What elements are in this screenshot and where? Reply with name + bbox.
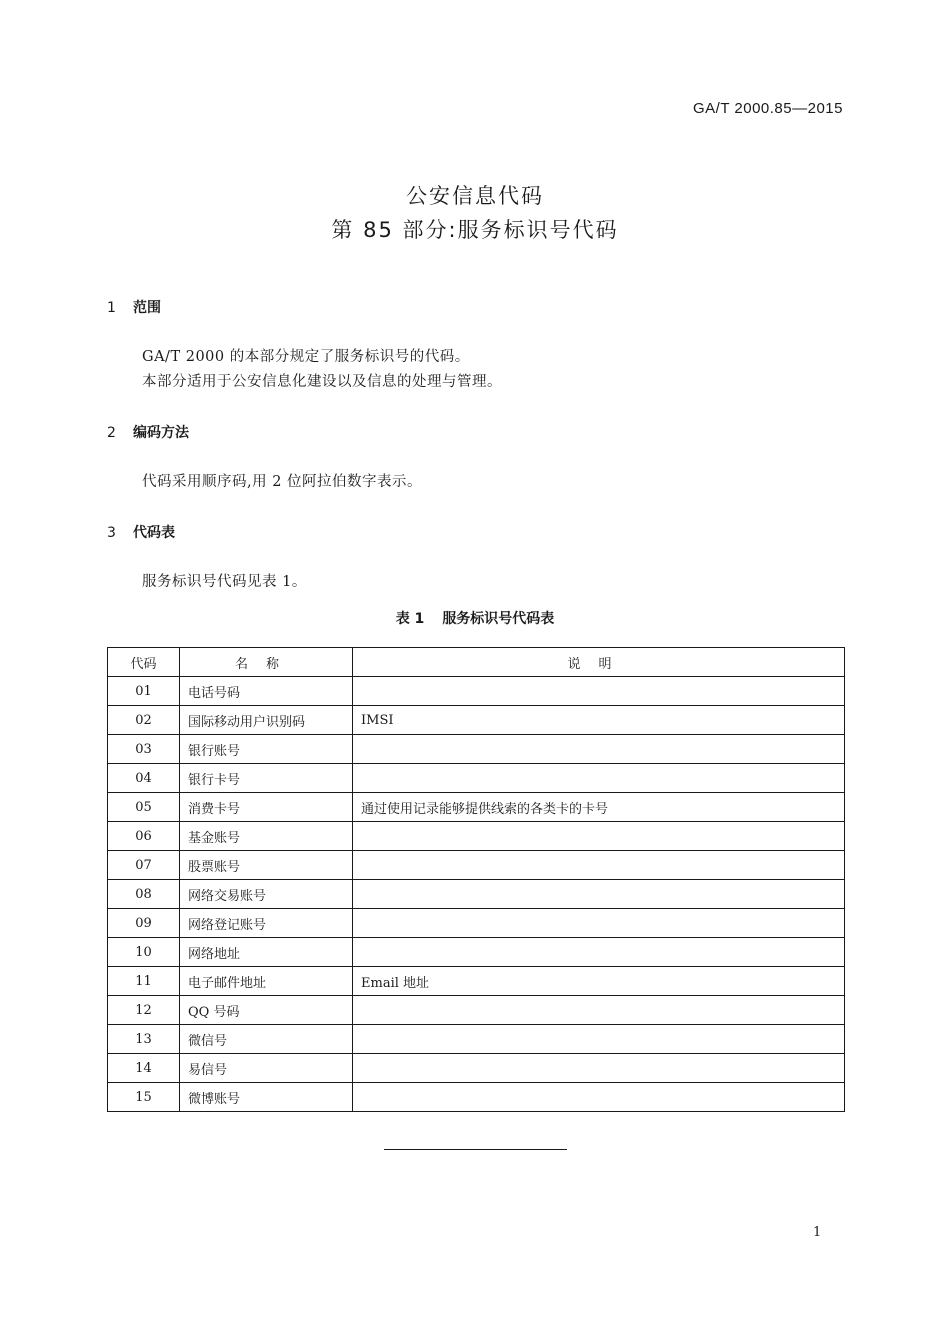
cell-name: 消费卡号 [180, 793, 353, 822]
table-row [108, 851, 845, 880]
table-row [108, 1054, 845, 1083]
cell-code: 12 [108, 996, 180, 1025]
cell-name: 网络地址 [180, 938, 353, 967]
table-row [108, 938, 845, 967]
cell-code: 08 [108, 880, 180, 909]
section-3-paragraph-1: 服务标识号代码见表 1。 [142, 574, 307, 590]
table-row [108, 706, 845, 735]
page-number: 1 [813, 1225, 822, 1240]
section-number: 1 [107, 300, 116, 316]
cell-name: 基金账号 [180, 822, 353, 851]
cell-name: 电话号码 [180, 677, 353, 706]
cell-name: 国际移动用户识别码 [180, 706, 353, 735]
cell-desc [353, 851, 845, 880]
section-number: 2 [107, 425, 116, 441]
header-code: 代码 [108, 648, 180, 677]
cell-desc [353, 764, 845, 793]
cell-code: 06 [108, 822, 180, 851]
cell-code: 15 [108, 1083, 180, 1112]
end-of-standard-rule [384, 1149, 567, 1150]
cell-code: 04 [108, 764, 180, 793]
section-1-paragraph-1: GA/T 2000 的本部分规定了服务标识号的代码。 [142, 349, 470, 365]
table-caption-title: 服务标识号代码表 [442, 611, 555, 627]
table-caption [0, 608, 950, 628]
cell-name: 网络登记账号 [180, 909, 353, 938]
cell-desc [353, 1054, 845, 1083]
section-1-heading [107, 297, 161, 317]
cell-code: 05 [108, 793, 180, 822]
cell-desc [353, 880, 845, 909]
table-row [108, 909, 845, 938]
cell-desc: IMSI [353, 706, 845, 735]
table-row [108, 764, 845, 793]
section-number: 3 [107, 525, 116, 541]
cell-name: 易信号 [180, 1054, 353, 1083]
cell-code: 10 [108, 938, 180, 967]
section-3-heading [107, 522, 175, 542]
service-id-code-table [107, 647, 845, 1112]
table-row [108, 967, 845, 996]
cell-code: 13 [108, 1025, 180, 1054]
header-desc: 说明 [353, 648, 845, 677]
document-code: GA/T 2000.85—2015 [693, 100, 843, 117]
cell-code: 09 [108, 909, 180, 938]
cell-name: 银行卡号 [180, 764, 353, 793]
cell-name: 股票账号 [180, 851, 353, 880]
cell-name: 网络交易账号 [180, 880, 353, 909]
section-1-paragraph-2: 本部分适用于公安信息化建设以及信息的处理与管理。 [142, 374, 502, 390]
section-2-heading [107, 422, 189, 442]
cell-desc [353, 677, 845, 706]
cell-desc: Email 地址 [353, 967, 845, 996]
table-header-row [108, 648, 845, 677]
table-row [108, 822, 845, 851]
cell-code: 14 [108, 1054, 180, 1083]
table-row [108, 677, 845, 706]
cell-code: 01 [108, 677, 180, 706]
section-title: 代码表 [133, 525, 175, 541]
table-row [108, 1025, 845, 1054]
cell-desc [353, 996, 845, 1025]
cell-desc [353, 1083, 845, 1112]
table-row [108, 1083, 845, 1112]
header-name: 名称 [180, 648, 353, 677]
document-title: 公安信息代码 [406, 184, 544, 208]
cell-desc [353, 909, 845, 938]
cell-name: 银行账号 [180, 735, 353, 764]
cell-code: 02 [108, 706, 180, 735]
cell-name: QQ 号码 [180, 996, 353, 1025]
cell-name: 微信号 [180, 1025, 353, 1054]
section-2-paragraph-1: 代码采用顺序码,用 2 位阿拉伯数字表示。 [142, 474, 423, 490]
cell-desc: 通过使用记录能够提供线索的各类卡的卡号 [353, 793, 845, 822]
table-row [108, 793, 845, 822]
cell-name: 电子邮件地址 [180, 967, 353, 996]
section-title: 编码方法 [133, 425, 189, 441]
cell-code: 07 [108, 851, 180, 880]
table-row [108, 996, 845, 1025]
section-title: 范围 [133, 300, 161, 316]
cell-desc [353, 822, 845, 851]
document-subtitle: 第 85 部分:服务标识号代码 [331, 218, 619, 242]
cell-desc [353, 938, 845, 967]
cell-desc [353, 1025, 845, 1054]
table-caption-label: 表 1 [395, 611, 425, 627]
table-row [108, 735, 845, 764]
cell-code: 11 [108, 967, 180, 996]
table-row [108, 880, 845, 909]
cell-desc [353, 735, 845, 764]
cell-name: 微博账号 [180, 1083, 353, 1112]
cell-code: 03 [108, 735, 180, 764]
